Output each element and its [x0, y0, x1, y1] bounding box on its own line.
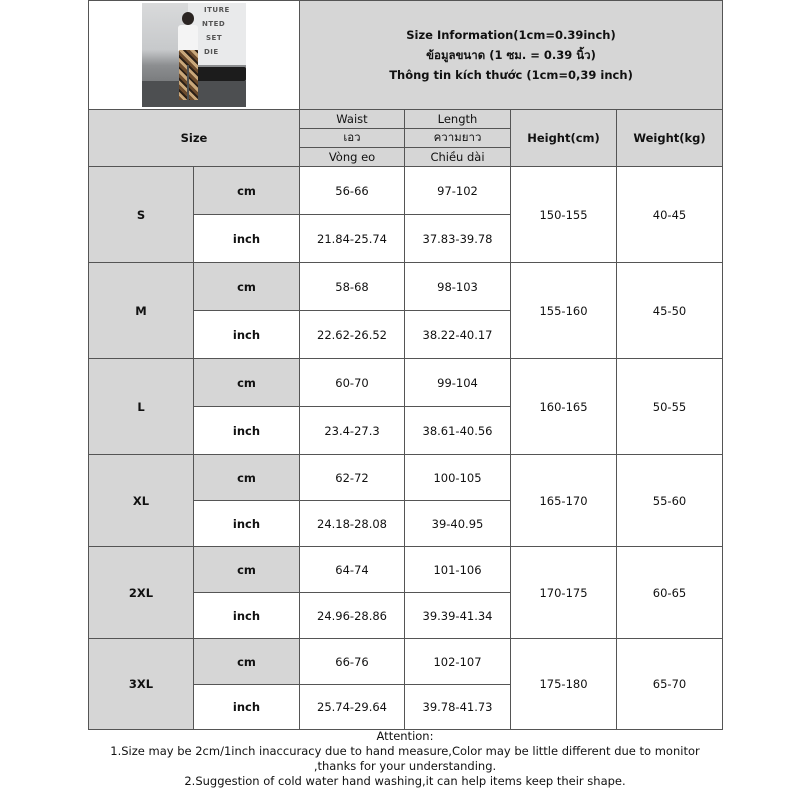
weight-column-header: Weight(kg): [617, 110, 723, 167]
unit-cm-label: cm: [194, 263, 300, 311]
size-label: S: [89, 167, 194, 263]
notes-line-2: 2.Suggestion of cold water hand washing,it can help items keep their shape.: [184, 774, 626, 788]
size-label: XL: [89, 455, 194, 547]
unit-inch-label: inch: [194, 685, 300, 730]
waist-header-vi: Vòng eo: [300, 148, 405, 167]
unit-inch-label: inch: [194, 407, 300, 455]
height-value: 160-165: [511, 359, 617, 455]
unit-cm-label: cm: [194, 167, 300, 215]
unit-cm-label: cm: [194, 639, 300, 685]
unit-inch-label: inch: [194, 501, 300, 547]
waist-inch-value: 24.96-28.86: [300, 593, 405, 639]
waist-cm-value: 58-68: [300, 263, 405, 311]
unit-inch-label: inch: [194, 593, 300, 639]
length-header-vi: Chiều dài: [405, 148, 511, 167]
product-photo-cell: [89, 1, 300, 110]
waist-cm-value: 60-70: [300, 359, 405, 407]
weight-value: 55-60: [617, 455, 723, 547]
length-inch-value: 39.39-41.34: [405, 593, 511, 639]
waist-inch-value: 22.62-26.52: [300, 311, 405, 359]
title-line-en: Size Information(1cm=0.39inch): [406, 28, 616, 42]
size-chart-table: [88, 0, 723, 730]
attention-notes: [88, 729, 722, 809]
unit-inch-label: inch: [194, 311, 300, 359]
size-column-header: Size: [89, 110, 300, 167]
unit-inch-label: inch: [194, 215, 300, 263]
height-column-header: Height(cm): [511, 110, 617, 167]
waist-header-en: Waist: [300, 110, 405, 129]
model-head: [182, 12, 194, 25]
waist-inch-value: 21.84-25.74: [300, 215, 405, 263]
length-inch-value: 39-40.95: [405, 501, 511, 547]
length-inch-value: 38.22-40.17: [405, 311, 511, 359]
waist-cm-value: 66-76: [300, 639, 405, 685]
notes-heading: Attention:: [376, 729, 434, 743]
height-value: 150-155: [511, 167, 617, 263]
unit-cm-label: cm: [194, 547, 300, 593]
model-top: [178, 25, 198, 51]
height-value: 155-160: [511, 263, 617, 359]
length-cm-value: 102-107: [405, 639, 511, 685]
length-header-en: Length: [405, 110, 511, 129]
weight-value: 45-50: [617, 263, 723, 359]
size-label: 2XL: [89, 547, 194, 639]
size-label: L: [89, 359, 194, 455]
length-inch-value: 39.78-41.73: [405, 685, 511, 730]
size-label: 3XL: [89, 639, 194, 730]
wall-text-3: SET: [206, 34, 223, 42]
waist-cm-value: 62-72: [300, 455, 405, 501]
length-inch-value: 37.83-39.78: [405, 215, 511, 263]
unit-cm-label: cm: [194, 359, 300, 407]
waist-inch-value: 24.18-28.08: [300, 501, 405, 547]
waist-inch-value: 25.74-29.64: [300, 685, 405, 730]
unit-cm-label: cm: [194, 455, 300, 501]
waist-cm-value: 64-74: [300, 547, 405, 593]
weight-value: 50-55: [617, 359, 723, 455]
wall-text-2: NTED: [202, 20, 226, 28]
length-cm-value: 101-106: [405, 547, 511, 593]
model-photo: [142, 3, 246, 107]
weight-value: 40-45: [617, 167, 723, 263]
height-value: 175-180: [511, 639, 617, 730]
height-value: 165-170: [511, 455, 617, 547]
wall-text-1: ITURE: [204, 6, 230, 14]
length-cm-value: 99-104: [405, 359, 511, 407]
title-line-vi: Thông tin kích thước (1cm=0,39 inch): [389, 68, 633, 82]
length-inch-value: 38.61-40.56: [405, 407, 511, 455]
waist-cm-value: 56-66: [300, 167, 405, 215]
notes-line-1: 1.Size may be 2cm/1inch inaccuracy due to hand measure,Color may be little different due to monitor ,thanks for your understanding.: [110, 744, 700, 773]
size-label: M: [89, 263, 194, 359]
length-cm-value: 97-102: [405, 167, 511, 215]
wall-text-4: DIE: [204, 48, 219, 56]
length-cm-value: 98-103: [405, 263, 511, 311]
waist-header-th: เอว: [300, 129, 405, 148]
weight-value: 65-70: [617, 639, 723, 730]
height-value: 170-175: [511, 547, 617, 639]
waist-inch-value: 23.4-27.3: [300, 407, 405, 455]
title-line-th: ข้อมูลขนาด (1 ซม. = 0.39 นิ้ว): [426, 48, 596, 62]
weight-value: 60-65: [617, 547, 723, 639]
length-cm-value: 100-105: [405, 455, 511, 501]
model-leg-gap: [187, 65, 189, 100]
size-info-title: [300, 1, 723, 110]
length-header-th: ความยาว: [405, 129, 511, 148]
